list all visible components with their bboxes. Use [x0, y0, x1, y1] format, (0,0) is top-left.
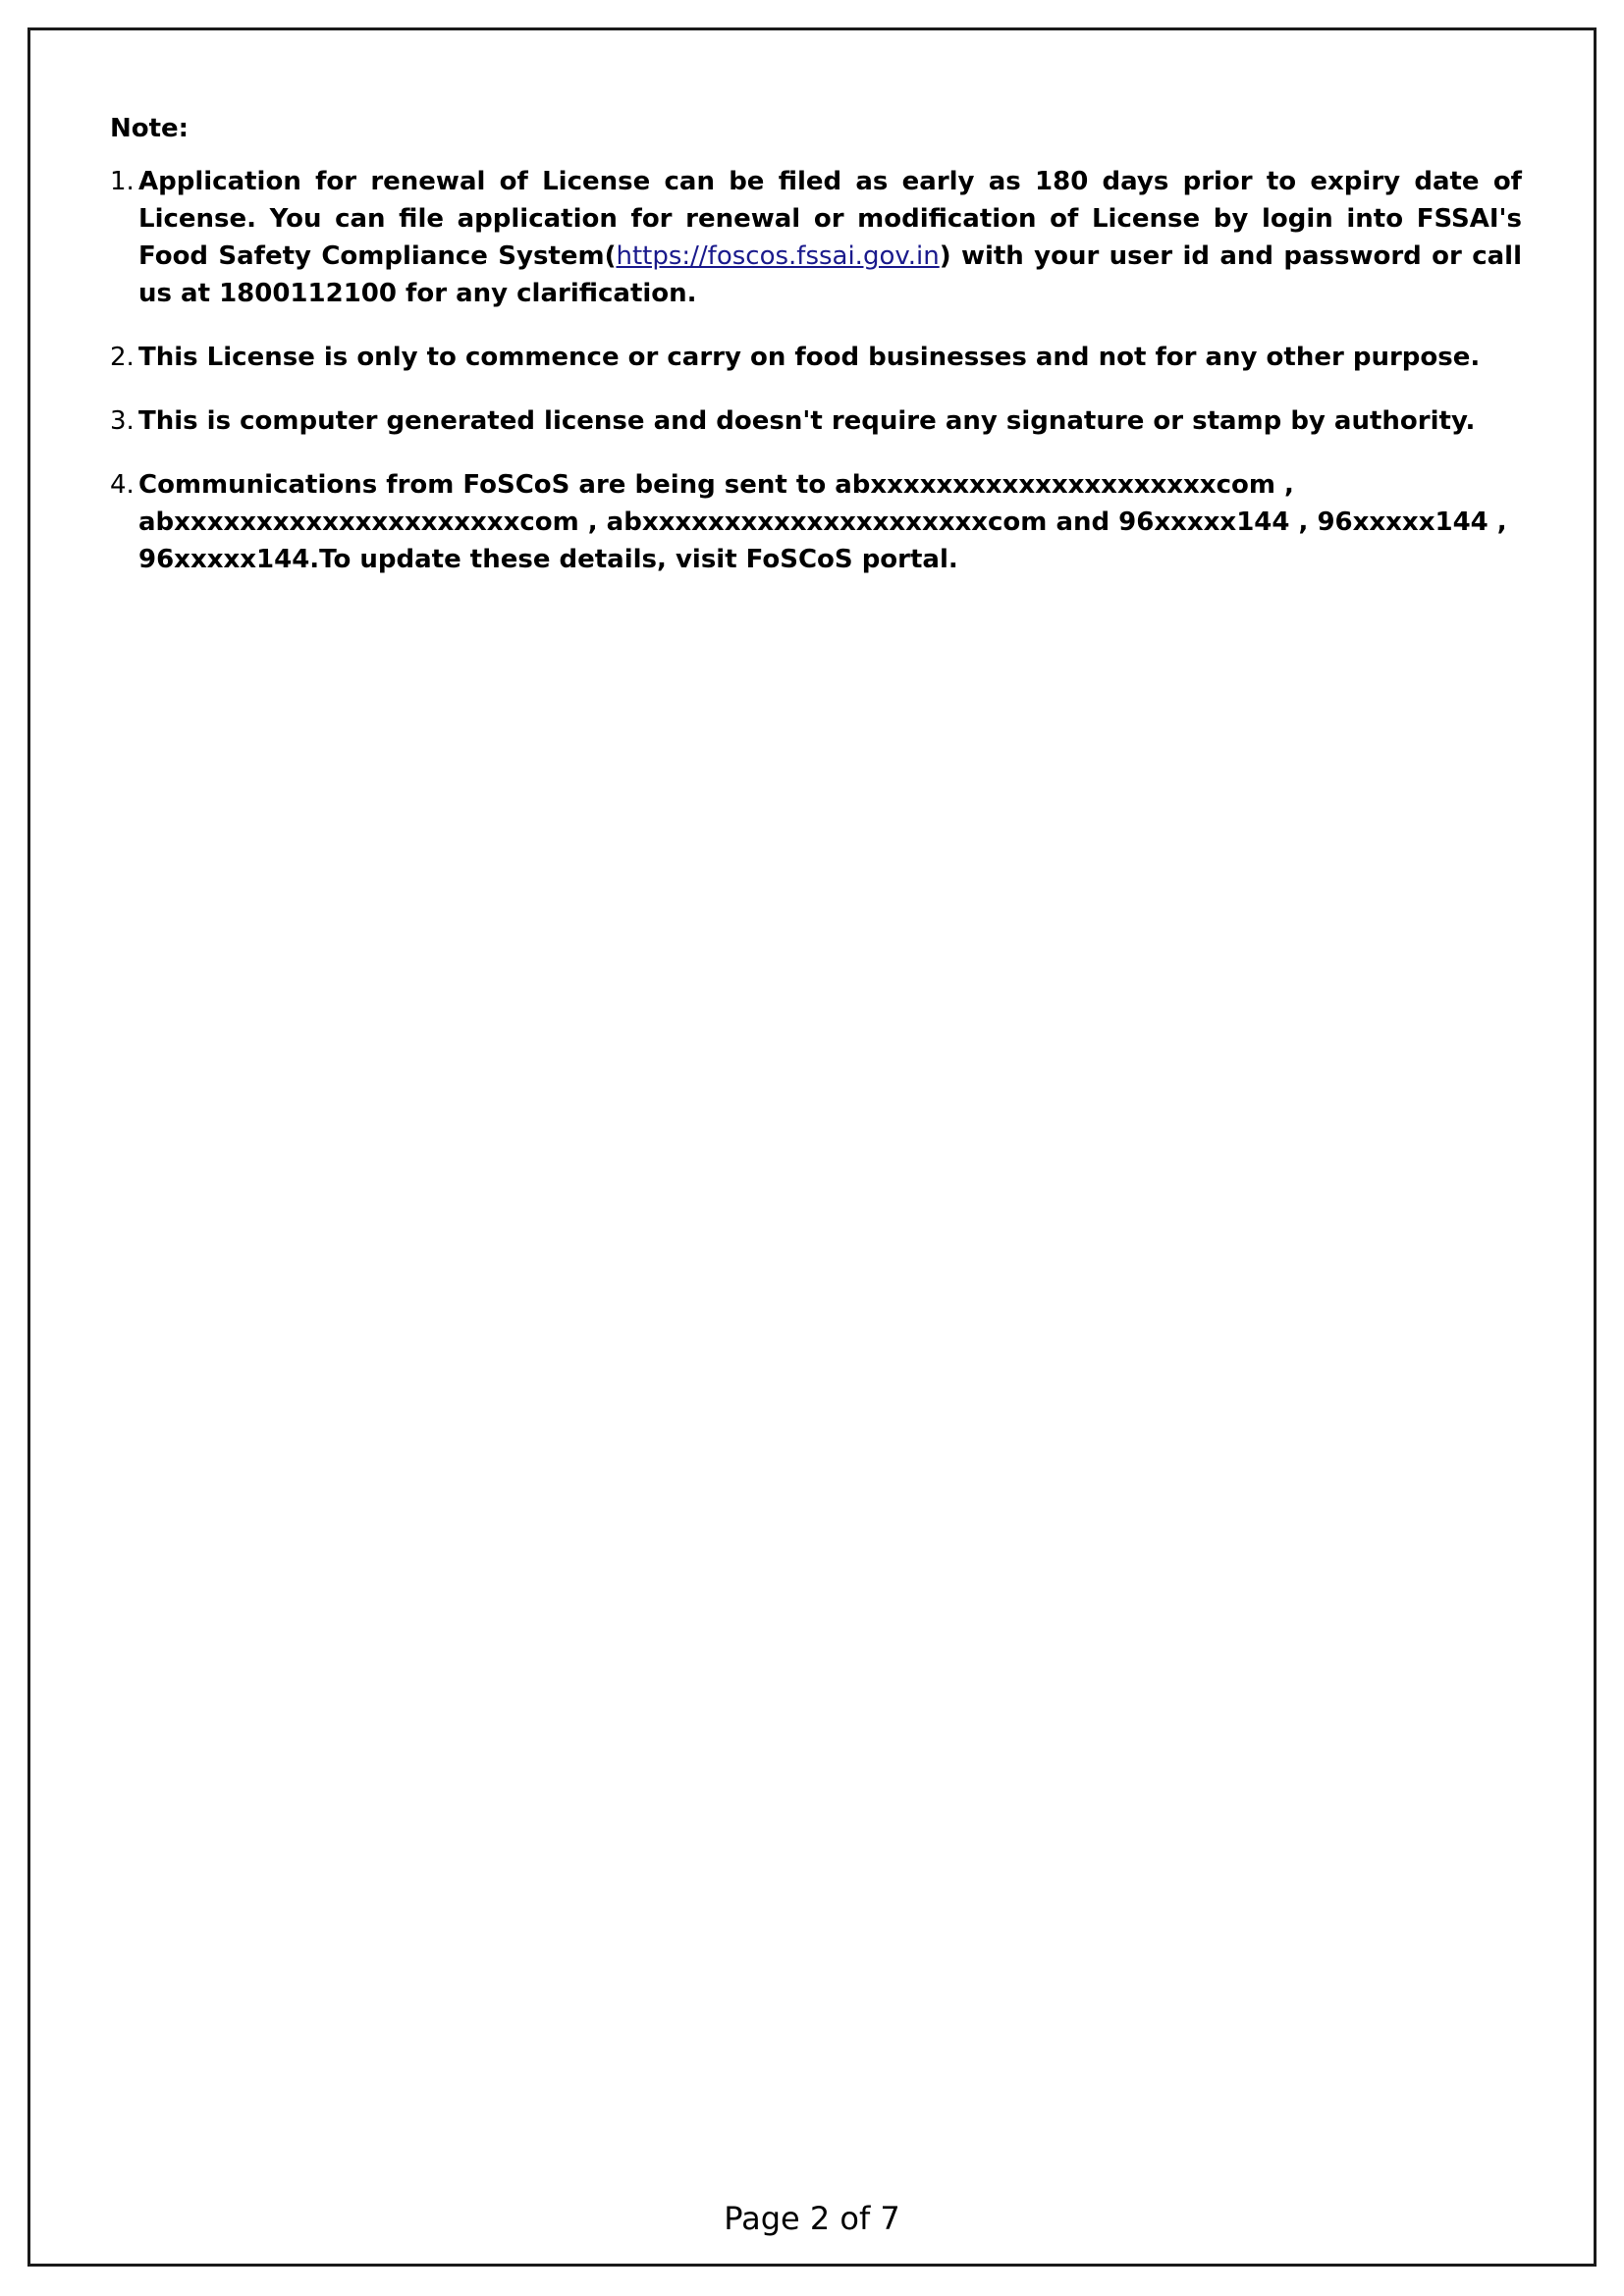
note-number-2: 2.: [110, 343, 135, 372]
note-text-3: This is computer generated license and doesn't require any signature or stamp by authority.: [138, 406, 1476, 436]
note-number-3: 3.: [110, 406, 135, 436]
foscos-link[interactable]: https://foscos.fssai.gov.in: [616, 241, 940, 271]
note-number-1: 1.: [110, 167, 135, 196]
note-text-1-before: Application for renewal of License can be filed as early as 180 days prior to expiry date of License. You can file application for renewal or modification of License by login into FSSAI's Food Safety Compliance System(: [138, 167, 1522, 271]
note-text-4: Communications from FoSCoS are being sent to abxxxxxxxxxxxxxxxxxxxxxcom , abxxxxxxxxxxxxxxxxxxxxxcom , abxxxxxxxxxxxxxxxxxxxxxcom and 96xxxxx144 , 96xxxxx144 , 96xxxxx144.To update these details, visit FoSCoS portal.: [138, 470, 1507, 574]
notes-section: [110, 110, 1522, 605]
notes-list: [110, 163, 1522, 578]
note-item-1: [110, 163, 1522, 312]
page-number: Page 2 of 7: [724, 2200, 900, 2237]
note-item-2: [110, 339, 1522, 376]
note-text-1-after: ) with your user id and password or call us at 1800112100 for any clarification.: [138, 241, 1522, 308]
note-number-4: 4.: [110, 470, 135, 500]
note-item-3: [110, 402, 1522, 440]
note-item-4: [110, 466, 1522, 578]
note-heading: Note:: [110, 114, 189, 143]
note-text-2: This License is only to commence or carry on food businesses and not for any other purpose.: [138, 343, 1481, 372]
note-text-1: [138, 163, 1522, 312]
